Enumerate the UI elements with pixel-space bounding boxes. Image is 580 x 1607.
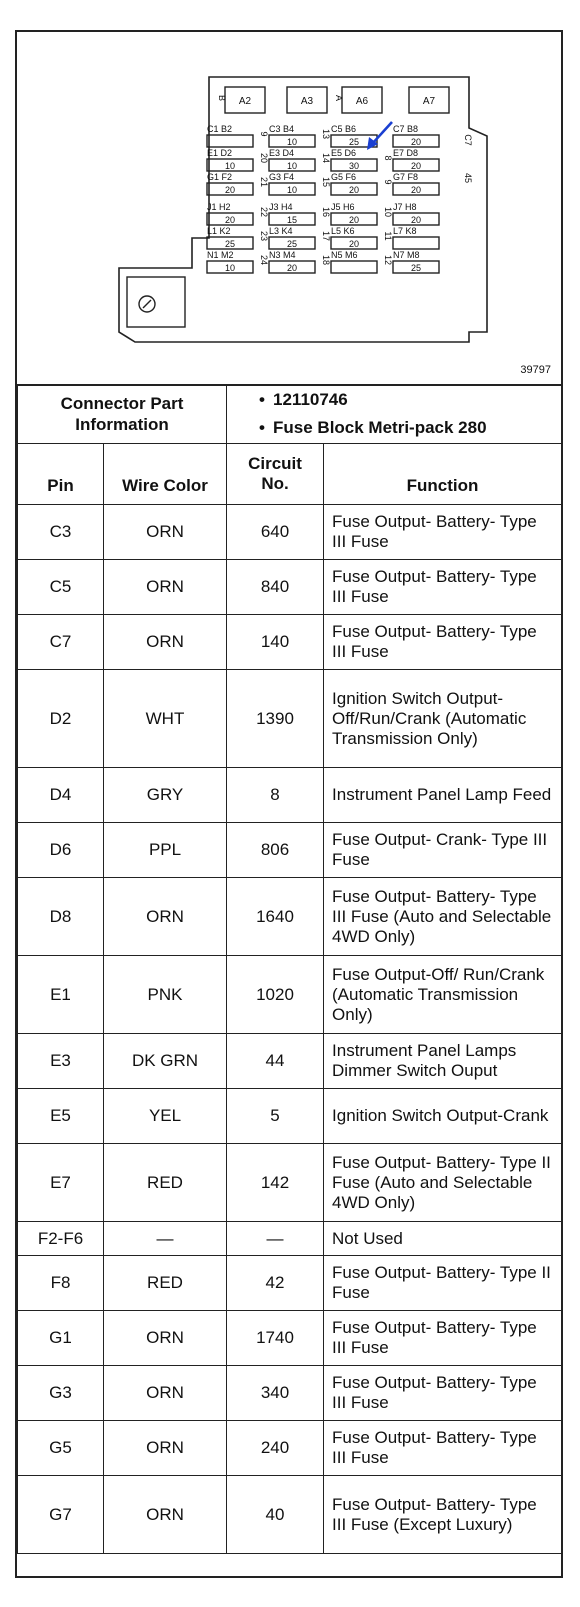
fuse-rating: 20 [410,161,422,171]
function-cell: Instrument Panel Lamps Dimmer Switch Ouput [324,1034,562,1089]
fuse-position-number: 24 [259,254,269,266]
function-cell: Fuse Output- Battery- Type II Fuse [324,1256,562,1311]
fuse-rating: 20 [224,215,236,225]
connector-info-row [18,385,562,444]
fuse-pin-labels: G7 F8 [393,172,419,182]
fuse-pin-labels: G5 F6 [331,172,357,182]
fuse-pin-labels: E7 D8 [393,148,419,158]
table-row [18,1256,562,1311]
fuse-rating: 20 [224,185,236,195]
fuse-rating: 20 [348,185,360,195]
pin-cell: D8 [18,878,104,956]
wire-color-cell: PNK [104,956,227,1034]
fuse-pin-labels: L3 K4 [269,226,293,236]
table-header-row [18,444,562,505]
wire-color-cell: — [104,1222,227,1256]
function-cell: Not Used [324,1222,562,1256]
pin-cell: D6 [18,823,104,878]
fuse-pin-labels: G3 F4 [269,172,295,182]
wire-color-cell: GRY [104,768,227,823]
function-cell: Fuse Output- Crank- Type III Fuse [324,823,562,878]
top-connector-label: A3 [300,96,314,107]
fuse-pin-labels: E3 D4 [269,148,295,158]
table-row [18,1366,562,1421]
wire-color-cell: ORN [104,878,227,956]
figure-number: 39797 [520,364,551,376]
wire-color-cell: YEL [104,1089,227,1144]
function-cell: Fuse Output- Battery- Type III Fuse [324,505,562,560]
pin-cell: E1 [18,956,104,1034]
fuse-pin-labels: E1 D2 [207,148,233,158]
function-cell: Fuse Output- Battery- Type III Fuse [324,1421,562,1476]
fuse-rating: 25 [224,239,236,249]
fuse-position-number: 13 [321,128,331,140]
circuit-cell: 42 [227,1256,324,1311]
circuit-cell: 240 [227,1421,324,1476]
table-row [18,956,562,1034]
fuse-pin-labels: C5 B6 [331,124,357,134]
pin-cell: C5 [18,560,104,615]
wire-color-cell: ORN [104,1366,227,1421]
top-connector-label: A7 [422,96,436,107]
fuse-pin-labels: G1 F2 [207,172,233,182]
wire-color-cell: ORN [104,1311,227,1366]
wire-color-cell: ORN [104,1421,227,1476]
circuit-cell: 840 [227,560,324,615]
fuse-rating: 10 [224,263,236,273]
circuit-cell: 142 [227,1144,324,1222]
fuse-slot [331,261,377,273]
fuse-rating: 10 [224,161,236,171]
circuit-cell: 140 [227,615,324,670]
fuse-rating: 15 [286,215,298,225]
pin-cell: E7 [18,1144,104,1222]
table-row [18,615,562,670]
col-header-pin: Pin [18,444,104,505]
fuse-position-number: 16 [321,206,331,218]
relay-knob-slot [143,300,151,308]
top-connector-label: A2 [238,96,252,107]
circuit-cell: 5 [227,1089,324,1144]
fuse-slot [393,237,439,249]
pin-cell: G7 [18,1476,104,1554]
table-row [18,670,562,768]
part-number: • 12110746 [259,390,348,409]
wire-color-cell: PPL [104,823,227,878]
fuse-rating: 20 [410,185,422,195]
fuse-rating: 10 [286,137,298,147]
fuse-pin-labels: J7 H8 [393,202,417,212]
fuse-block-diagram [17,32,561,386]
wire-color-cell: ORN [104,615,227,670]
fuse-pin-labels: L5 K6 [331,226,355,236]
fuse-rating: 20 [410,137,422,147]
table-row [18,1222,562,1256]
fuse-position-number: 10 [383,206,393,218]
fuse-slot [207,135,253,147]
fuse-pin-labels: C3 B4 [269,124,295,134]
fuse-position-number: 15 [321,176,331,188]
circuit-cell: — [227,1222,324,1256]
table-row [18,1089,562,1144]
wire-color-cell: ORN [104,1476,227,1554]
fuse-rating: 10 [286,185,298,195]
circuit-cell: 806 [227,823,324,878]
fuse-rating: 20 [410,215,422,225]
side-label: C7 [463,134,473,146]
fuse-pin-labels: N5 M6 [331,250,358,260]
wire-color-cell: RED [104,1144,227,1222]
circuit-cell: 44 [227,1034,324,1089]
fuse-position-number: 11 [383,231,393,241]
fuse-position-number: 18 [321,254,331,266]
function-cell: Fuse Output- Battery- Type III Fuse (Except Luxury) [324,1476,562,1554]
fuse-position-number: 12 [383,254,393,266]
table-row [18,1476,562,1554]
fuse-pin-labels: L7 K8 [393,226,417,236]
circuit-cell: 1020 [227,956,324,1034]
part-description: • Fuse Block Metri-pack 280 [259,418,487,437]
fuse-position-number: 23 [259,230,269,242]
col-header-wire-color: Wire Color [104,444,227,505]
connector-frame [15,30,563,1578]
connector-table [17,384,562,1554]
pin-cell: F8 [18,1256,104,1311]
fuse-position-number: 8 [383,155,393,161]
pin-cell: E5 [18,1089,104,1144]
fuse-pin-labels: C1 B2 [207,124,233,134]
circuit-cell: 40 [227,1476,324,1554]
fuse-rating: 20 [348,215,360,225]
top-connector-side: B [217,94,227,102]
table-row [18,1311,562,1366]
circuit-cell: 8 [227,768,324,823]
side-label: 45 [463,172,473,184]
pin-cell: C3 [18,505,104,560]
fuse-block-drawing [17,32,561,384]
function-cell: Fuse Output-Off/ Run/Crank (Automatic Transmission Only) [324,956,562,1034]
pin-cell: F2-F6 [18,1222,104,1256]
wire-color-cell: WHT [104,670,227,768]
fuse-pin-labels: J1 H2 [207,202,231,212]
function-cell: Fuse Output- Battery- Type II Fuse (Auto and Selectable 4WD Only) [324,1144,562,1222]
fuse-rating: 20 [286,263,298,273]
top-connector-side: A [334,94,344,102]
fuse-rating: 10 [286,161,298,171]
wire-color-cell: DK GRN [104,1034,227,1089]
fuse-pin-labels: E5 D6 [331,148,357,158]
fuse-pin-labels: N1 M2 [207,250,234,260]
fuse-pin-labels: J5 H6 [331,202,355,212]
fuse-pin-labels: C7 B8 [393,124,419,134]
relay-socket [127,277,185,327]
fuse-pin-labels: J3 H4 [269,202,293,212]
wire-color-cell: ORN [104,505,227,560]
fuse-position-number: 20 [259,152,269,164]
block-outline [119,77,487,342]
fuse-position-number: 9 [259,131,269,137]
pin-cell: D4 [18,768,104,823]
pin-cell: E3 [18,1034,104,1089]
circuit-cell: 1390 [227,670,324,768]
function-cell: Fuse Output- Battery- Type III Fuse [324,560,562,615]
fuse-pin-labels: N7 M8 [393,250,420,260]
function-cell: Fuse Output- Battery- Type III Fuse [324,1366,562,1421]
function-cell: Ignition Switch Output- Off/Run/Crank (Automatic Transmission Only) [324,670,562,768]
top-connector-label: A6 [355,96,369,107]
table-row [18,505,562,560]
table-row [18,1421,562,1476]
pin-cell: G1 [18,1311,104,1366]
table-row [18,1144,562,1222]
fuse-position-number: 17 [321,230,331,242]
function-cell: Fuse Output- Battery- Type III Fuse [324,1311,562,1366]
table-row [18,878,562,956]
fuse-position-number: 22 [259,206,269,218]
pin-cell: C7 [18,615,104,670]
pin-cell: G5 [18,1421,104,1476]
fuse-pin-labels: L1 K2 [207,226,231,236]
pointer-arrow-shaft [372,122,392,144]
col-header-circuit: Circuit No. [227,444,324,505]
fuse-position-number: 9 [383,179,393,185]
pin-cell: G3 [18,1366,104,1421]
function-cell: Fuse Output- Battery- Type III Fuse [324,615,562,670]
fuse-rating: 30 [348,161,360,171]
table-row [18,823,562,878]
fuse-rating: 25 [348,137,360,147]
fuse-position-number: 21 [259,176,269,188]
fuse-rating: 25 [410,263,422,273]
wire-color-cell: RED [104,1256,227,1311]
col-header-function: Function [324,444,562,505]
circuit-cell: 1640 [227,878,324,956]
circuit-cell: 340 [227,1366,324,1421]
connector-info-heading: Connector Part Information [60,394,184,434]
fuse-rating: 20 [348,239,360,249]
table-row [18,560,562,615]
table-row [18,768,562,823]
function-cell: Instrument Panel Lamp Feed [324,768,562,823]
table-row [18,1034,562,1089]
fuse-rating: 25 [286,239,298,249]
pin-cell: D2 [18,670,104,768]
wire-color-cell: ORN [104,560,227,615]
circuit-cell: 640 [227,505,324,560]
fuse-position-number: 14 [321,152,331,164]
function-cell: Fuse Output- Battery- Type III Fuse (Auto and Selectable 4WD Only) [324,878,562,956]
circuit-cell: 1740 [227,1311,324,1366]
function-cell: Ignition Switch Output-Crank [324,1089,562,1144]
fuse-pin-labels: N3 M4 [269,250,296,260]
